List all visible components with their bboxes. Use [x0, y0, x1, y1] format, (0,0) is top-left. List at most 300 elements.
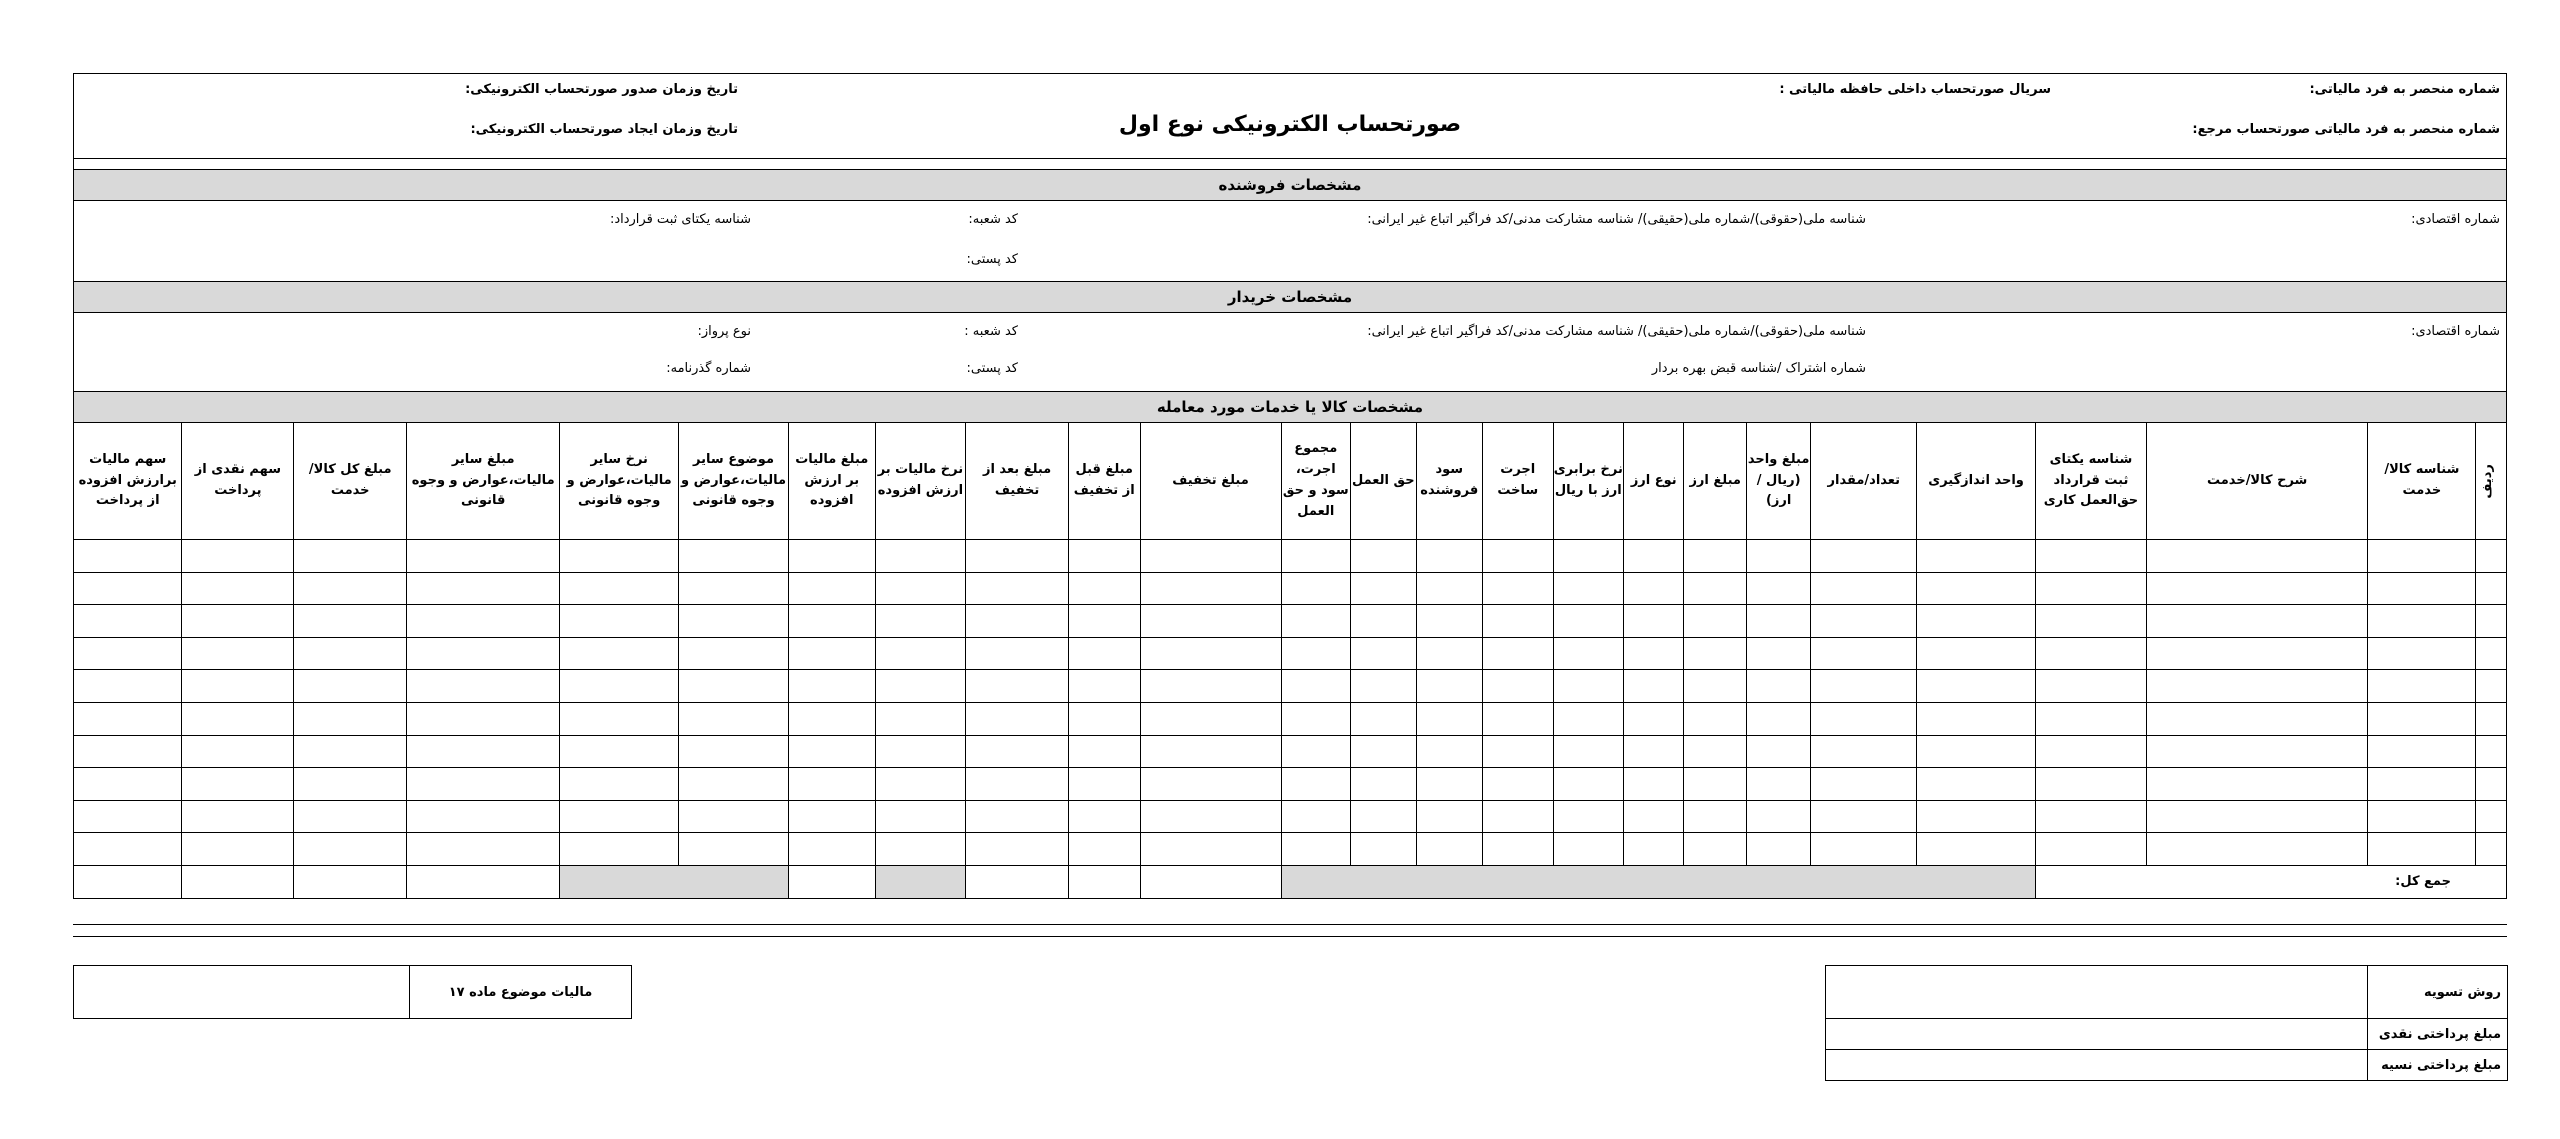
- seller-national-id-label: شناسه ملی(حقوقی)/شماره ملی(حقیقی)/ شناسه مشارکت مدنی/کد فراگیر اتباع غیر ایرانی:: [1367, 212, 1866, 227]
- table-cell[interactable]: [1416, 670, 1482, 703]
- table-cell[interactable]: [2476, 735, 2506, 768]
- goods-table: [74, 423, 2506, 898]
- table-cell[interactable]: [1281, 670, 1351, 703]
- table-row: [74, 702, 2506, 735]
- table-cell[interactable]: [1811, 768, 1917, 801]
- table-cell[interactable]: [1684, 735, 1746, 768]
- table-cell[interactable]: [788, 572, 875, 605]
- table-cell[interactable]: [966, 572, 1069, 605]
- table-cell[interactable]: [1068, 540, 1140, 573]
- table-cell[interactable]: [875, 605, 966, 638]
- table-cell[interactable]: [1068, 833, 1140, 866]
- table-cell[interactable]: [1746, 735, 1810, 768]
- table-cell[interactable]: [2146, 540, 2368, 573]
- table-cell[interactable]: [679, 540, 789, 573]
- table-cell[interactable]: [1416, 800, 1482, 833]
- col-pre-discount: مبلغ قبل از تخفیف: [1068, 423, 1140, 540]
- table-cell[interactable]: [1068, 768, 1140, 801]
- credit-payment-label: مبلغ پرداختی نسیه: [2368, 1050, 2508, 1081]
- table-cell[interactable]: [1281, 605, 1351, 638]
- table-cell[interactable]: [875, 833, 966, 866]
- col-vat-rate: نرخ مالیات بر ارزش افزوده: [875, 423, 966, 540]
- table-cell[interactable]: [1684, 768, 1746, 801]
- table-cell[interactable]: [1140, 768, 1281, 801]
- table-cell[interactable]: [1351, 702, 1416, 735]
- table-cell[interactable]: [2036, 605, 2147, 638]
- table-cell[interactable]: [2368, 670, 2476, 703]
- table-cell[interactable]: [1140, 702, 1281, 735]
- table-cell[interactable]: [1281, 800, 1351, 833]
- table-cell[interactable]: [1746, 572, 1810, 605]
- table-cell[interactable]: [1416, 605, 1482, 638]
- table-cell[interactable]: [407, 735, 560, 768]
- table-cell[interactable]: [1624, 768, 1684, 801]
- table-cell[interactable]: [1416, 833, 1482, 866]
- table-cell[interactable]: [679, 800, 789, 833]
- table-cell[interactable]: [1553, 800, 1624, 833]
- table-cell[interactable]: [1811, 800, 1917, 833]
- table-cell[interactable]: [1068, 572, 1140, 605]
- table-cell[interactable]: [74, 768, 182, 801]
- table-row: [74, 605, 2506, 638]
- table-cell[interactable]: [1746, 637, 1810, 670]
- invoice-form: [73, 73, 2507, 899]
- table-cell[interactable]: [182, 637, 294, 670]
- table-cell[interactable]: [966, 735, 1069, 768]
- table-row: [74, 670, 2506, 703]
- table-cell[interactable]: [1917, 605, 2036, 638]
- table-cell[interactable]: [294, 735, 407, 768]
- buyer-subscription-no-label: شماره اشتراک /شناسه قبض بهره بردار: [1651, 361, 1866, 376]
- table-cell[interactable]: [2036, 768, 2147, 801]
- table-cell[interactable]: [1917, 670, 2036, 703]
- table-cell[interactable]: [679, 702, 789, 735]
- table-cell[interactable]: [1140, 605, 1281, 638]
- table-cell[interactable]: [1811, 605, 1917, 638]
- table-cell[interactable]: [560, 800, 679, 833]
- table-cell[interactable]: [679, 637, 789, 670]
- table-cell[interactable]: [875, 800, 966, 833]
- table-cell[interactable]: [2146, 800, 2368, 833]
- total-cash-share-cell: [182, 865, 294, 898]
- table-cell[interactable]: [1483, 670, 1554, 703]
- table-cell[interactable]: [2036, 540, 2147, 573]
- table-cell[interactable]: [875, 637, 966, 670]
- table-cell[interactable]: [875, 540, 966, 573]
- table-cell[interactable]: [560, 702, 679, 735]
- table-cell[interactable]: [1416, 702, 1482, 735]
- col-fee-total: مجموع اجرت، سود و حق العمل: [1281, 423, 1351, 540]
- table-cell[interactable]: [875, 670, 966, 703]
- table-cell[interactable]: [1351, 637, 1416, 670]
- goods-table-header: [74, 423, 2506, 540]
- divider-line-bottom: [73, 936, 2507, 937]
- table-cell[interactable]: [1917, 637, 2036, 670]
- table-cell[interactable]: [1281, 540, 1351, 573]
- table-cell[interactable]: [294, 605, 407, 638]
- table-cell[interactable]: [1416, 637, 1482, 670]
- table-cell[interactable]: [966, 702, 1069, 735]
- table-cell[interactable]: [2146, 735, 2368, 768]
- table-cell[interactable]: [2146, 833, 2368, 866]
- table-cell[interactable]: [2368, 833, 2476, 866]
- table-row: [74, 637, 2506, 670]
- table-cell[interactable]: [2146, 702, 2368, 735]
- col-discount: مبلغ تخفیف: [1140, 423, 1281, 540]
- table-cell[interactable]: [407, 572, 560, 605]
- table-cell[interactable]: [1483, 637, 1554, 670]
- table-cell[interactable]: [1811, 637, 1917, 670]
- table-cell[interactable]: [1684, 800, 1746, 833]
- table-cell[interactable]: [407, 670, 560, 703]
- table-cell[interactable]: [1351, 800, 1416, 833]
- table-cell[interactable]: [1553, 572, 1624, 605]
- issue-datetime-label: تاریخ وزمان صدور صورتحساب الکترونیکی:: [465, 82, 738, 97]
- table-cell[interactable]: [294, 768, 407, 801]
- table-cell[interactable]: [875, 735, 966, 768]
- table-cell[interactable]: [1281, 768, 1351, 801]
- table-cell[interactable]: [1917, 833, 2036, 866]
- total-row: [74, 865, 2506, 898]
- total-pre-discount-cell: [1068, 865, 1140, 898]
- table-cell[interactable]: [2146, 768, 2368, 801]
- table-cell[interactable]: [1281, 702, 1351, 735]
- table-cell[interactable]: [1553, 605, 1624, 638]
- table-cell[interactable]: [182, 702, 294, 735]
- table-cell[interactable]: [74, 670, 182, 703]
- col-other-tax-amount: مبلغ سایر مالیات،عوارض و وجوه قانونی: [407, 423, 560, 540]
- buyer-postal-code-label: کد پستی:: [966, 361, 1018, 376]
- table-cell[interactable]: [1140, 637, 1281, 670]
- table-cell[interactable]: [788, 637, 875, 670]
- table-cell[interactable]: [560, 605, 679, 638]
- table-cell[interactable]: [1553, 540, 1624, 573]
- table-cell[interactable]: [560, 637, 679, 670]
- table-cell[interactable]: [1351, 670, 1416, 703]
- table-cell[interactable]: [1140, 670, 1281, 703]
- table-cell[interactable]: [679, 670, 789, 703]
- table-cell[interactable]: [788, 735, 875, 768]
- settlement-method-label: روش تسویه: [2368, 966, 2508, 1019]
- table-cell[interactable]: [1416, 735, 1482, 768]
- table-cell[interactable]: [2146, 572, 2368, 605]
- table-cell[interactable]: [182, 768, 294, 801]
- table-cell[interactable]: [1068, 670, 1140, 703]
- table-cell[interactable]: [679, 605, 789, 638]
- table-row: [74, 540, 2506, 573]
- table-cell[interactable]: [294, 833, 407, 866]
- table-cell[interactable]: [1351, 833, 1416, 866]
- invoice-header: [74, 74, 2506, 159]
- table-cell[interactable]: [1553, 637, 1624, 670]
- table-cell[interactable]: [1140, 735, 1281, 768]
- table-cell[interactable]: [1068, 735, 1140, 768]
- table-cell[interactable]: [788, 540, 875, 573]
- table-cell[interactable]: [1483, 605, 1554, 638]
- table-cell[interactable]: [679, 735, 789, 768]
- table-cell[interactable]: [1746, 833, 1810, 866]
- table-cell[interactable]: [1140, 572, 1281, 605]
- table-cell[interactable]: [182, 800, 294, 833]
- table-cell[interactable]: [1068, 702, 1140, 735]
- table-cell[interactable]: [1140, 800, 1281, 833]
- table-cell[interactable]: [1684, 670, 1746, 703]
- table-cell[interactable]: [2036, 702, 2147, 735]
- seller-economic-no-label: شماره اقتصادی:: [2411, 212, 2500, 227]
- table-cell[interactable]: [2476, 670, 2506, 703]
- table-cell[interactable]: [74, 702, 182, 735]
- table-cell[interactable]: [1811, 702, 1917, 735]
- table-cell[interactable]: [407, 833, 560, 866]
- table-cell[interactable]: [966, 800, 1069, 833]
- table-cell[interactable]: [182, 605, 294, 638]
- table-cell[interactable]: [2146, 637, 2368, 670]
- table-row: [74, 833, 2506, 866]
- table-cell[interactable]: [1917, 572, 2036, 605]
- table-cell[interactable]: [1553, 670, 1624, 703]
- table-cell[interactable]: [1624, 540, 1684, 573]
- table-cell[interactable]: [1811, 670, 1917, 703]
- table-cell[interactable]: [679, 768, 789, 801]
- table-cell[interactable]: [1140, 540, 1281, 573]
- table-cell[interactable]: [1624, 800, 1684, 833]
- table-cell[interactable]: [2146, 670, 2368, 703]
- table-cell[interactable]: [1483, 800, 1554, 833]
- table-cell[interactable]: [1483, 735, 1554, 768]
- table-cell[interactable]: [407, 637, 560, 670]
- table-cell[interactable]: [966, 637, 1069, 670]
- col-total-amount: مبلغ کل کالا/ خدمت: [294, 423, 407, 540]
- table-cell[interactable]: [294, 637, 407, 670]
- table-cell[interactable]: [560, 735, 679, 768]
- table-cell[interactable]: [788, 768, 875, 801]
- divider-line-top: [73, 924, 2507, 925]
- table-cell[interactable]: [2368, 540, 2476, 573]
- seller-section-title: مشخصات فروشنده: [74, 170, 2506, 201]
- table-cell[interactable]: [1917, 800, 2036, 833]
- table-cell[interactable]: [407, 768, 560, 801]
- table-cell[interactable]: [2476, 768, 2506, 801]
- table-cell[interactable]: [1684, 833, 1746, 866]
- table-cell[interactable]: [1746, 702, 1810, 735]
- table-cell[interactable]: [1624, 637, 1684, 670]
- table-row: [74, 768, 2506, 801]
- table-cell[interactable]: [1624, 670, 1684, 703]
- table-cell[interactable]: [1553, 768, 1624, 801]
- table-cell[interactable]: [1483, 540, 1554, 573]
- table-cell[interactable]: [875, 572, 966, 605]
- table-cell[interactable]: [966, 833, 1069, 866]
- table-cell[interactable]: [74, 572, 182, 605]
- table-cell[interactable]: [1068, 605, 1140, 638]
- total-vat-rate-cell: [875, 865, 966, 898]
- table-cell[interactable]: [74, 833, 182, 866]
- table-cell[interactable]: [1483, 572, 1554, 605]
- table-cell[interactable]: [2476, 605, 2506, 638]
- table-cell[interactable]: [2476, 572, 2506, 605]
- table-cell[interactable]: [2036, 670, 2147, 703]
- table-cell[interactable]: [2476, 637, 2506, 670]
- col-commission: حق العمل: [1351, 423, 1416, 540]
- table-cell[interactable]: [1917, 540, 2036, 573]
- table-cell[interactable]: [2368, 800, 2476, 833]
- table-cell[interactable]: [1483, 768, 1554, 801]
- table-cell[interactable]: [74, 637, 182, 670]
- table-cell[interactable]: [1281, 637, 1351, 670]
- table-cell[interactable]: [1917, 702, 2036, 735]
- table-cell[interactable]: [407, 800, 560, 833]
- table-cell[interactable]: [294, 800, 407, 833]
- col-seller-profit: سود فروشنده: [1416, 423, 1482, 540]
- table-cell[interactable]: [407, 605, 560, 638]
- table-cell[interactable]: [1553, 702, 1624, 735]
- table-cell[interactable]: [1917, 735, 2036, 768]
- table-cell[interactable]: [1483, 833, 1554, 866]
- table-cell[interactable]: [2036, 735, 2147, 768]
- table-cell[interactable]: [1684, 637, 1746, 670]
- table-cell[interactable]: [1624, 605, 1684, 638]
- table-cell[interactable]: [407, 702, 560, 735]
- table-cell[interactable]: [1684, 605, 1746, 638]
- table-cell[interactable]: [1553, 833, 1624, 866]
- table-cell[interactable]: [1281, 833, 1351, 866]
- table-cell[interactable]: [1624, 572, 1684, 605]
- table-cell[interactable]: [1553, 735, 1624, 768]
- table-cell[interactable]: [2036, 572, 2147, 605]
- table-cell[interactable]: [2146, 605, 2368, 638]
- table-cell[interactable]: [1811, 833, 1917, 866]
- col-vat-share: سهم مالیات برارزش افزوده از پرداخت: [74, 423, 182, 540]
- table-cell[interactable]: [1351, 735, 1416, 768]
- table-cell[interactable]: [966, 605, 1069, 638]
- seller-fields: [74, 201, 2506, 282]
- table-cell[interactable]: [560, 540, 679, 573]
- table-cell[interactable]: [1917, 768, 2036, 801]
- table-cell[interactable]: [1811, 540, 1917, 573]
- table-cell[interactable]: [875, 768, 966, 801]
- table-cell[interactable]: [788, 670, 875, 703]
- col-currency-amount: مبلغ ارز: [1684, 423, 1746, 540]
- table-cell[interactable]: [1351, 540, 1416, 573]
- cash-payment-value: [1826, 1019, 2368, 1050]
- table-cell[interactable]: [1684, 702, 1746, 735]
- table-cell[interactable]: [74, 800, 182, 833]
- table-cell[interactable]: [2476, 800, 2506, 833]
- table-cell[interactable]: [294, 670, 407, 703]
- table-cell[interactable]: [966, 670, 1069, 703]
- table-cell[interactable]: [2368, 572, 2476, 605]
- table-cell[interactable]: [1416, 768, 1482, 801]
- table-cell[interactable]: [966, 768, 1069, 801]
- table-cell[interactable]: [1351, 572, 1416, 605]
- buyer-national-id-label: شناسه ملی(حقوقی)/شماره ملی(حقیقی)/ شناسه مشارکت مدنی/کد فراگیر اتباع غیر ایرانی:: [1367, 324, 1866, 339]
- table-cell[interactable]: [1811, 572, 1917, 605]
- table-cell[interactable]: [2368, 702, 2476, 735]
- table-cell[interactable]: [2368, 735, 2476, 768]
- table-cell[interactable]: [2476, 833, 2506, 866]
- table-cell[interactable]: [74, 540, 182, 573]
- table-cell[interactable]: [788, 800, 875, 833]
- table-cell[interactable]: [2036, 637, 2147, 670]
- table-cell[interactable]: [875, 702, 966, 735]
- table-cell[interactable]: [1684, 540, 1746, 573]
- table-cell[interactable]: [1746, 800, 1810, 833]
- table-cell[interactable]: [1068, 800, 1140, 833]
- table-cell[interactable]: [2368, 637, 2476, 670]
- table-cell[interactable]: [560, 768, 679, 801]
- table-cell[interactable]: [560, 572, 679, 605]
- table-cell[interactable]: [966, 540, 1069, 573]
- table-cell[interactable]: [2368, 605, 2476, 638]
- table-cell[interactable]: [788, 702, 875, 735]
- table-cell[interactable]: [2368, 768, 2476, 801]
- table-cell[interactable]: [182, 670, 294, 703]
- table-cell[interactable]: [1281, 735, 1351, 768]
- table-cell[interactable]: [2476, 540, 2506, 573]
- table-cell[interactable]: [1416, 540, 1482, 573]
- total-other-tax-amount-cell: [407, 865, 560, 898]
- table-cell[interactable]: [182, 540, 294, 573]
- table-cell[interactable]: [294, 702, 407, 735]
- table-cell[interactable]: [679, 572, 789, 605]
- table-cell[interactable]: [1684, 572, 1746, 605]
- table-cell[interactable]: [2036, 800, 2147, 833]
- table-cell[interactable]: [1624, 735, 1684, 768]
- table-cell[interactable]: [2476, 702, 2506, 735]
- table-cell[interactable]: [1140, 833, 1281, 866]
- table-cell[interactable]: [1351, 605, 1416, 638]
- table-cell[interactable]: [788, 833, 875, 866]
- table-cell[interactable]: [182, 735, 294, 768]
- table-cell[interactable]: [1746, 605, 1810, 638]
- table-cell[interactable]: [1746, 540, 1810, 573]
- ref-tax-id-label: شماره منحصر به فرد مالیاتی صورتحساب مرجع:: [2192, 122, 2500, 137]
- table-cell[interactable]: [679, 833, 789, 866]
- table-cell[interactable]: [1624, 702, 1684, 735]
- table-cell[interactable]: [1624, 833, 1684, 866]
- table-cell[interactable]: [2036, 833, 2147, 866]
- table-cell[interactable]: [1746, 768, 1810, 801]
- table-cell[interactable]: [1416, 572, 1482, 605]
- table-cell[interactable]: [294, 572, 407, 605]
- table-cell[interactable]: [1483, 702, 1554, 735]
- table-cell[interactable]: [1811, 735, 1917, 768]
- table-cell[interactable]: [560, 833, 679, 866]
- table-cell[interactable]: [560, 670, 679, 703]
- table-cell[interactable]: [182, 833, 294, 866]
- table-row: [74, 572, 2506, 605]
- col-making-fee: اجرت ساخت: [1483, 423, 1554, 540]
- table-cell[interactable]: [788, 605, 875, 638]
- table-cell[interactable]: [74, 605, 182, 638]
- page-title: صورتحساب الکترونیکی نوع اول: [1118, 112, 1462, 137]
- seller-postal-code-label: کد پستی:: [966, 252, 1018, 267]
- table-cell[interactable]: [1281, 572, 1351, 605]
- table-cell[interactable]: [1351, 768, 1416, 801]
- table-cell[interactable]: [407, 540, 560, 573]
- col-description: شرح کالا/خدمت: [2146, 423, 2368, 540]
- table-cell[interactable]: [1068, 637, 1140, 670]
- table-cell[interactable]: [1746, 670, 1810, 703]
- col-other-tax-subject: موضوع سایر مالیات،عوارض و وجوه قانونی: [679, 423, 789, 540]
- credit-payment-value: [1826, 1050, 2368, 1081]
- table-cell[interactable]: [294, 540, 407, 573]
- buyer-fields: [74, 313, 2506, 392]
- table-cell[interactable]: [182, 572, 294, 605]
- table-cell[interactable]: [74, 735, 182, 768]
- col-vat-amount: مبلغ مالیات بر ارزش افزوده: [788, 423, 875, 540]
- col-contract-id: شناسه یکتای ثبت قرارداد حق‌العمل کاری: [2036, 423, 2147, 540]
